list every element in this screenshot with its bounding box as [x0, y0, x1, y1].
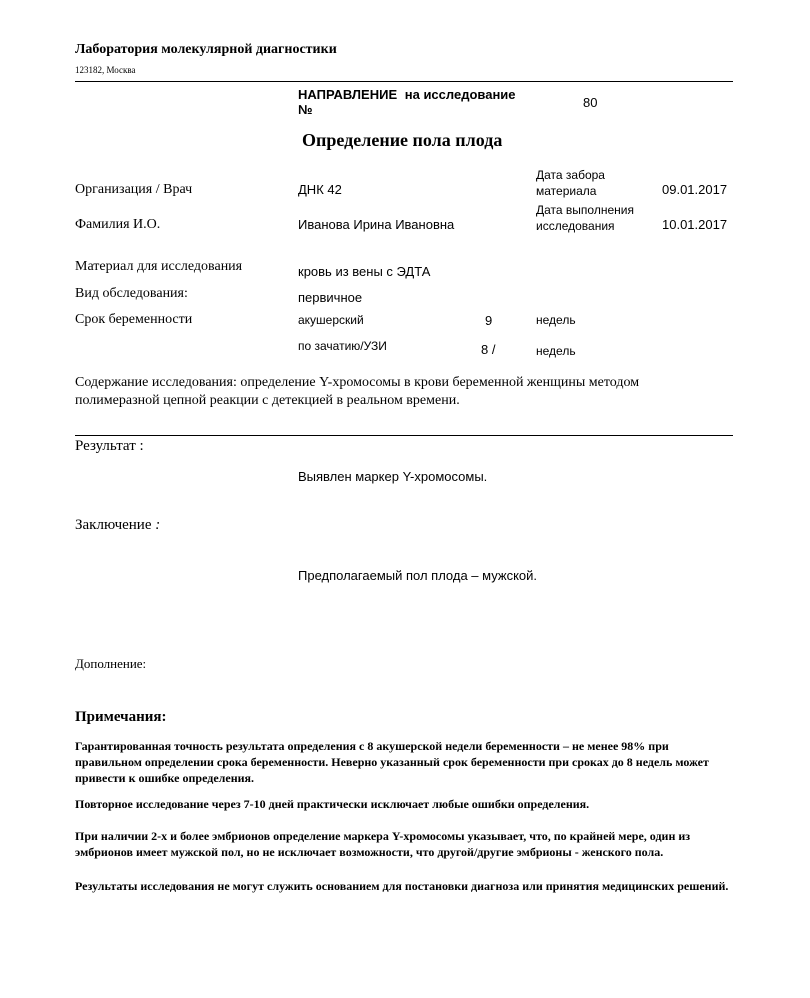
sample-date-value: 09.01.2017	[662, 182, 728, 197]
lab-address: 123182, Москва	[75, 65, 136, 75]
term-label: Срок беременности	[75, 312, 193, 327]
sample-date-label-line2: материала	[536, 184, 597, 198]
result-value: Выявлен маркер Y-хромосомы.	[298, 469, 488, 484]
research-content-line1: Содержание исследования: определение Y-хромосомы в крови беременной женщины методом	[75, 375, 640, 390]
document-title: Определение пола плода	[302, 130, 503, 150]
material-label: Материал для исследования	[75, 259, 243, 274]
referral-title-rest: на исследование	[404, 87, 516, 102]
header-divider	[75, 81, 733, 82]
term-obstetric-unit: недель	[536, 313, 576, 327]
addition-label: Дополнение:	[75, 656, 147, 671]
result-label: Результат :	[75, 438, 144, 454]
material-value: кровь из вены с ЭДТА	[298, 264, 431, 279]
term-conception-unit: недель	[536, 344, 576, 358]
note-item-1: Гарантированная точность результата определения с 8 акушерской недели беременности – не менее 98% при правильном определении срока беременности. Неверно указанный срок беременности при сроках до 8 недель может привести к ошибке определения.	[75, 739, 709, 785]
exec-date-label-line1: Дата выполнения	[536, 203, 634, 217]
org-label: Организация / Врач	[75, 182, 193, 197]
term-obstetric-value: 9	[485, 313, 493, 328]
referral-title-bold: НАПРАВЛЕНИЕ	[298, 87, 398, 102]
conclusion-colon: :	[155, 517, 161, 533]
exec-date-value: 10.01.2017	[662, 217, 728, 232]
referral-heading	[298, 87, 516, 102]
exam-type-label: Вид обследования:	[75, 286, 188, 301]
referral-number: 80	[583, 95, 598, 110]
term-conception-label: по зачатию/УЗИ	[298, 339, 387, 353]
notes-title: Примечания:	[75, 709, 167, 725]
conclusion-label-wrap	[75, 517, 160, 534]
conclusion-label: Заключение	[75, 517, 152, 533]
fio-label: Фамилия И.О.	[75, 217, 161, 232]
research-content-line2: полимеразной цепной реакции с детекцией в реальном времени.	[75, 393, 460, 408]
result-divider	[75, 435, 733, 436]
term-obstetric-label: акушерский	[298, 313, 364, 327]
note-item-4: Результаты исследования не могут служить основанием для постановки диагноза или принятия медицинских решений.	[75, 879, 729, 893]
fio-value: Иванова Ирина Ивановна	[298, 217, 455, 232]
exec-date-label	[536, 202, 634, 234]
note-item-3: При наличии 2-х и более эмбрионов определение маркера Y-хромосомы указывает, что, по крайней мере, один из эмбрионов имеет мужской пол, но не исключает возможности, что другой/другие эмбрионы - женского пола.	[75, 829, 691, 859]
note-item-2: Повторное исследование через 7-10 дней практически исключает любые ошибки определения.	[75, 797, 590, 811]
conclusion-value: Предполагаемый пол плода – мужской.	[298, 568, 538, 583]
referral-number-sign: №	[298, 102, 313, 117]
sample-date-label	[536, 167, 605, 199]
sample-date-label-line1: Дата забора	[536, 168, 605, 182]
lab-name: Лаборатория молекулярной диагностики	[75, 42, 337, 57]
exam-type-value: первичное	[298, 290, 363, 305]
org-value: ДНК 42	[298, 182, 342, 197]
research-content	[75, 374, 639, 410]
exec-date-label-line2: исследования	[536, 219, 615, 233]
term-conception-value: 8 /	[481, 342, 496, 357]
